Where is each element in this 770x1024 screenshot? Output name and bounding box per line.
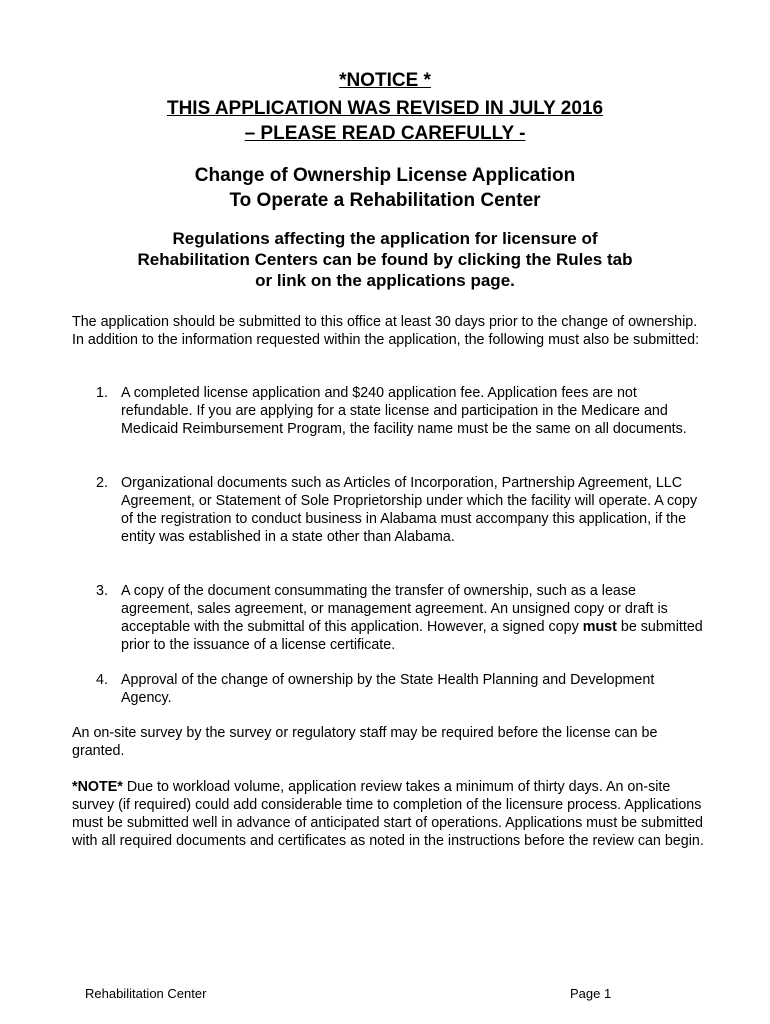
list-item-number: 1.	[96, 385, 108, 401]
list-item-number: 2.	[96, 475, 108, 491]
notice-heading: *NOTICE *	[339, 70, 431, 91]
list-item-text-part: be submitted prior to the issuance of a license certificate.	[121, 619, 703, 653]
regulations-line-1: Regulations affecting the application for licensure of	[172, 229, 598, 248]
revision-line-1: THIS APPLICATION WAS REVISED IN JULY 2016	[166, 98, 604, 119]
regulations-notice	[0, 228, 770, 291]
regulations-line-2: Rehabilitation Centers can be found by clicking the Rules tab	[137, 250, 633, 269]
list-item-text: Organizational documents such as Articles of Incorporation, Partnership Agreement, LLC Agreement, or Statement of Sole Proprietorship under which the facility will operate. A copy of the registration to conduct business in Alabama must accompany this application, if the entity was established in a state other than Alabama.	[121, 475, 698, 545]
list-item-text: A completed license application and $240 application fee. Application fees are not refundable. If you are applying for a state license and participation in the Medicare and Medicaid Reimbursement Program, the facility name must be the same on all documents.	[121, 385, 687, 437]
emphasis-must: must	[582, 619, 617, 635]
list-item-text: Approval of the change of ownership by the State Health Planning and Development Agency.	[121, 672, 655, 706]
regulations-line-3: or link on the applications page.	[255, 271, 515, 290]
title-line-2: To Operate a Rehabilitation Center	[229, 190, 541, 211]
title-line-1: Change of Ownership License Application	[194, 165, 576, 186]
footer-page-number: Page 1	[570, 986, 612, 1001]
revision-notice	[0, 96, 770, 146]
list-item-number: 4.	[96, 672, 108, 688]
list-item-text-part: A copy of the document consummating the transfer of ownership, such as a lease agreement, sales agreement, or management agreement. An unsigned copy or draft is acceptable with the submittal of this application. However, a signed copy	[121, 583, 668, 635]
survey-paragraph: An on-site survey by the survey or regulatory staff may be required before the license can be granted.	[72, 725, 658, 759]
list-item-text	[121, 582, 706, 654]
note-paragraph	[72, 778, 704, 850]
revision-line-2: – PLEASE READ CAREFULLY -	[244, 123, 526, 144]
note-text: Due to workload volume, application review takes a minimum of thirty days. An on-site survey (if required) could add considerable time to completion of the licensure process. Applications must be submitted well in advance of anticipated start of operations. Applications must be submitted with all required documents and certificates as noted in the instructions before the review can begin.	[72, 779, 704, 849]
intro-paragraph: The application should be submitted to this office at least 30 days prior to the change of ownership. In addition to the information requested within the application, the following must also be submitted:	[72, 314, 700, 348]
note-label: *NOTE*	[72, 779, 123, 795]
page-title	[0, 163, 770, 213]
list-item-number: 3.	[96, 583, 108, 599]
footer-document-name: Rehabilitation Center	[85, 986, 207, 1001]
